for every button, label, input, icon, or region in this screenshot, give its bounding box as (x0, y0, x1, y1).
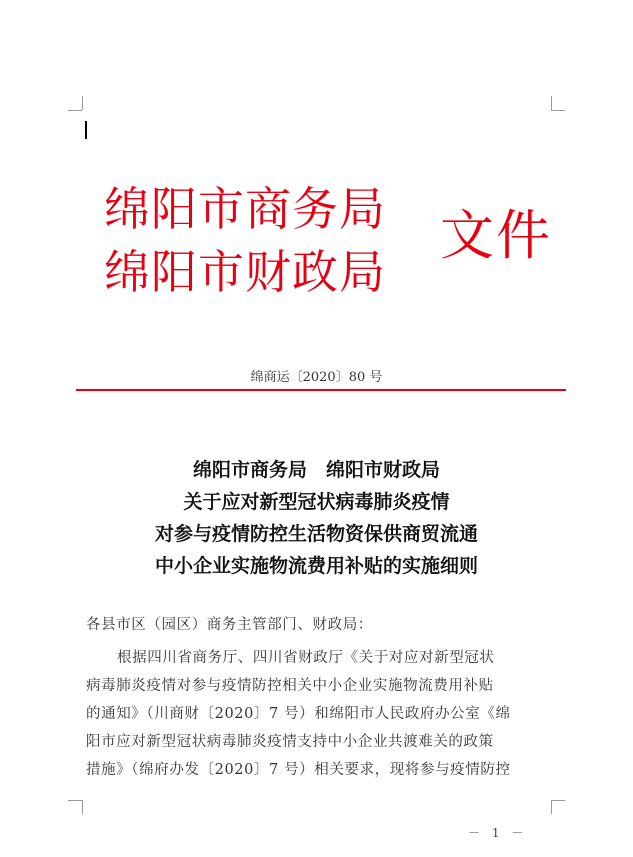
document-title-line: 关于应对新型冠状病毒肺炎疫情 (183, 491, 450, 513)
red-divider-line (76, 389, 566, 391)
body-line: 措施》（绵府办发〔2020〕7 号）相关要求，现将参与疫情防控 (86, 762, 511, 778)
crop-mark (68, 110, 82, 111)
page-number: － 1 － (468, 826, 528, 840)
body-line: 根据四川省商务厅、四川省财政厅《关于对应对新型冠状 (117, 650, 495, 666)
crop-mark (551, 800, 552, 814)
text-cursor (85, 121, 87, 139)
document-title-line: 对参与疫情防控生活物资保供商贸流通 (154, 523, 478, 545)
issuing-org-line-2: 绵阳市财政局 (104, 245, 386, 299)
document-suffix: 文件 (440, 204, 552, 267)
crop-mark (551, 96, 552, 110)
document-title-line: 绵阳市商务局 绵阳市财政局 (192, 459, 440, 481)
crop-mark (551, 800, 565, 801)
issuing-org-line-1: 绵阳市商务局 (104, 182, 386, 236)
document-title-line: 中小企业实施物流费用补贴的实施细则 (154, 555, 478, 577)
crop-mark (551, 110, 565, 111)
addressee: 各县市区（园区）商务主管部门、财政局： (86, 617, 373, 633)
crop-mark (68, 800, 82, 801)
document-number: 绵商运〔2020〕80 号 (250, 370, 383, 385)
crop-mark (82, 800, 83, 814)
body-line: 病毒肺炎疫情对参与疫情防控相关中小企业实施物流费用补贴 (86, 678, 494, 694)
body-line: 阳市应对新型冠状病毒肺炎疫情支持中小企业共渡难关的政策 (86, 734, 494, 750)
crop-mark (82, 96, 83, 110)
body-line: 的通知》（川商财〔2020〕7 号）和绵阳市人民政府办公室《绵 (86, 706, 511, 722)
